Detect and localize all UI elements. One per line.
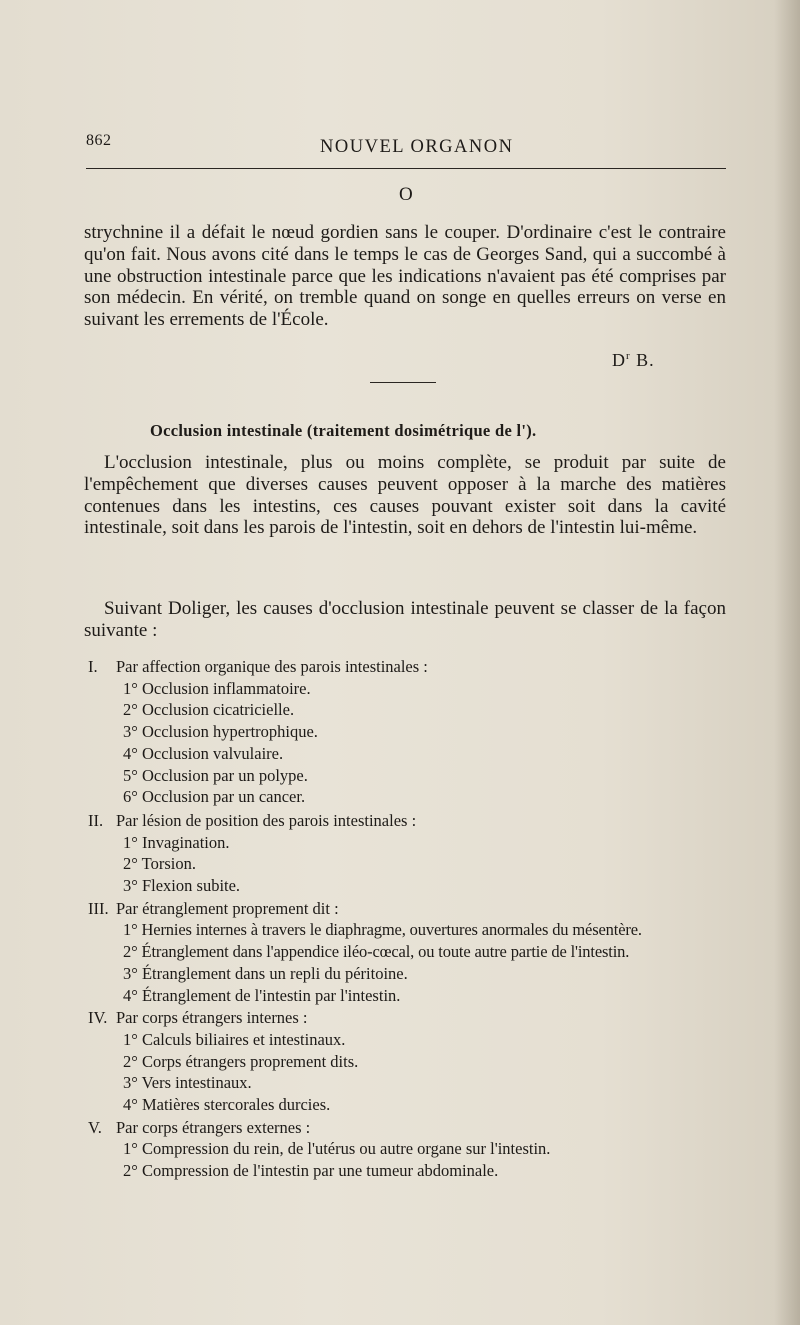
list-item: 1° Compression du rein, de l'utérus ou autre organe sur l'intestin. [123, 1139, 551, 1159]
group-title-text: Par corps étrangers externes : [116, 1117, 311, 1137]
classification-group [88, 810, 728, 897]
classification-list [88, 656, 728, 1183]
list-item: 2° Compression de l'intestin par une tumeur abdominale. [123, 1161, 499, 1181]
page-number: 862 [86, 132, 112, 149]
page-header [86, 128, 726, 168]
list-item: 3° Vers intestinaux. [123, 1073, 252, 1093]
classification-group [88, 1007, 728, 1116]
list-item: 1° Hernies internes à travers le diaphragme, ouvertures anormales du mésentère. [123, 920, 642, 940]
classification-group [88, 656, 728, 808]
list-item: 2° Étranglement dans l'appendice iléo-cœcal, ou toute autre partie de l'intestin. [123, 942, 630, 962]
group-numeral: IV. [88, 1008, 108, 1028]
list-item: 5° Occlusion par un polype. [123, 765, 308, 785]
list-item: 2° Corps étrangers proprement dits. [123, 1051, 359, 1071]
group-title [88, 898, 728, 920]
classification-group [88, 1117, 728, 1182]
list-item: 4° Étranglement de l'intestin par l'intestin. [123, 985, 401, 1005]
list-item: 2° Torsion. [123, 854, 196, 874]
signature-prefix: D [612, 350, 626, 370]
section-heading: Occlusion intestinale (traitement dosimétrique de l'). [150, 421, 537, 440]
group-title-text: Par corps étrangers internes : [116, 1008, 308, 1028]
list-item: 1° Calculs biliaires et intestinaux. [123, 1029, 346, 1049]
paragraph: L'occlusion intestinale, plus ou moins complète, se produit par suite de l'empêchement que diverses causes peuvent opposer à la marche des matières contenues dans les intestins, ces causes pouvant exister soit dans la cavité intestinale, soit dans les parois de l'intestin, soit en dehors de l'intestin lui-même. [84, 452, 726, 539]
group-title-text: Par étranglement proprement dit : [116, 898, 339, 918]
group-title [88, 656, 728, 678]
group-title [88, 1007, 728, 1029]
group-title [88, 1117, 728, 1139]
group-numeral: I. [88, 657, 98, 676]
signature [612, 350, 655, 371]
signature-superscript: r [626, 350, 631, 362]
section-rule [370, 382, 436, 383]
page-spine-shadow [774, 0, 800, 1325]
ornament-glyph: O [399, 184, 413, 205]
group-numeral: V. [88, 1117, 102, 1137]
list-item: 3° Étranglement dans un repli du péritoine. [123, 963, 408, 983]
group-title-text: Par lésion de position des parois intestinales : [116, 810, 417, 830]
classification-group [88, 898, 728, 1007]
header-rule [86, 168, 726, 169]
signature-name: B. [636, 350, 655, 370]
list-item: 2° Occlusion cicatricielle. [123, 700, 295, 720]
list-item: 3° Occlusion hypertrophique. [123, 722, 318, 742]
group-numeral: III. [88, 898, 109, 918]
paragraph: Suivant Doliger, les causes d'occlusion intestinale peuvent se classer de la façon suivante : [84, 598, 726, 641]
list-item: 1° Invagination. [123, 832, 230, 852]
list-item: 3° Flexion subite. [123, 876, 241, 896]
list-item: 4° Occlusion valvulaire. [123, 743, 284, 763]
opening-paragraph: strychnine il a défait le nœud gordien sans le couper. D'ordinaire c'est le contraire qu'on fait. Nous avons cité dans le temps le cas de Georges Sand, qui a succombé à une obstruction intestinale parce que les indications n'avaient pas été comprises par son médecin. En vérité, on tremble quand on songe en quelles erreurs on verse en suivant les errements de l'École. [84, 222, 726, 331]
group-title [88, 810, 728, 832]
group-numeral: II. [88, 810, 104, 830]
running-title: NOUVEL ORGANON [320, 137, 514, 157]
list-item: 6° Occlusion par un cancer. [123, 787, 306, 807]
group-title-text: Par affection organique des parois intestinales : [116, 657, 428, 676]
list-item: 4° Matières stercorales durcies. [123, 1095, 331, 1115]
list-item: 1° Occlusion inflammatoire. [123, 678, 311, 698]
